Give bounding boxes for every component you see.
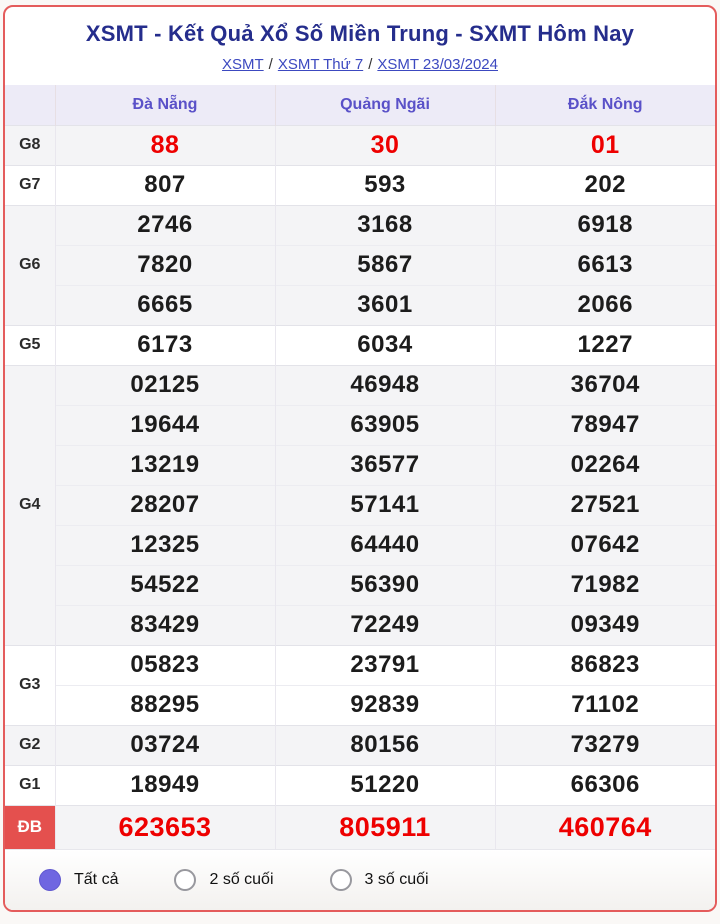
table-row: [5, 485, 715, 525]
table-row: [5, 765, 715, 805]
filter-option-label: Tất cả: [74, 871, 119, 888]
result-number: 09349: [495, 605, 715, 645]
result-number: 36704: [495, 365, 715, 405]
table-row: [5, 325, 715, 365]
radio-selected-icon[interactable]: [39, 869, 61, 891]
result-number: 807: [55, 165, 275, 205]
result-number: 623653: [55, 805, 275, 849]
table-row: [5, 205, 715, 245]
result-number: 05823: [55, 645, 275, 685]
result-number: 19644: [55, 405, 275, 445]
prize-label-g1: G1: [5, 765, 55, 805]
prize-label-g2: G2: [5, 725, 55, 765]
result-number: 6173: [55, 325, 275, 365]
result-number: 12325: [55, 525, 275, 565]
result-number: 73279: [495, 725, 715, 765]
result-number: 202: [495, 165, 715, 205]
breadcrumb-link[interactable]: XSMT: [221, 56, 264, 73]
filter-option[interactable]: [330, 869, 429, 891]
result-number: 1227: [495, 325, 715, 365]
breadcrumb: [5, 56, 715, 73]
filter-option-label: 3 số cuối: [364, 871, 429, 888]
result-number: 66306: [495, 765, 715, 805]
result-number: 71982: [495, 565, 715, 605]
result-number: 03724: [55, 725, 275, 765]
table-row: [5, 405, 715, 445]
breadcrumb-separator: /: [268, 56, 273, 73]
prize-label-db: ĐB: [5, 805, 55, 849]
result-number: 54522: [55, 565, 275, 605]
result-number: 01: [495, 125, 715, 165]
result-number: 63905: [275, 405, 495, 445]
result-number: 593: [275, 165, 495, 205]
result-number: 02125: [55, 365, 275, 405]
page-title: XSMT - Kết Quả Xổ Số Miền Trung - SXMT Hôm Nay: [85, 21, 635, 46]
table-row: [5, 525, 715, 565]
result-number: 6665: [55, 285, 275, 325]
radio-unselected-icon[interactable]: [174, 869, 196, 891]
table-row: [5, 805, 715, 849]
result-number: 92839: [275, 685, 495, 725]
breadcrumb-separator: /: [368, 56, 373, 73]
result-number: 27521: [495, 485, 715, 525]
filter-option[interactable]: [174, 869, 273, 891]
filter-option[interactable]: [39, 869, 118, 891]
table-row: [5, 725, 715, 765]
result-number: 36577: [275, 445, 495, 485]
result-number: 30: [275, 125, 495, 165]
table-row: [5, 165, 715, 205]
result-number: 805911: [275, 805, 495, 849]
result-number: 23791: [275, 645, 495, 685]
filter-option-label: 2 số cuối: [209, 871, 274, 888]
result-number: 2746: [55, 205, 275, 245]
result-number: 72249: [275, 605, 495, 645]
corner-cell: [5, 85, 55, 125]
result-number: 88295: [55, 685, 275, 725]
result-number: 46948: [275, 365, 495, 405]
result-number: 51220: [275, 765, 495, 805]
prize-label-g7: G7: [5, 165, 55, 205]
result-number: 88: [55, 125, 275, 165]
table-row: [5, 685, 715, 725]
table-row: [5, 125, 715, 165]
result-number: 80156: [275, 725, 495, 765]
column-header-da-nang[interactable]: Đà Nẵng: [55, 85, 275, 125]
table-row: [5, 365, 715, 405]
result-number: 2066: [495, 285, 715, 325]
result-number: 64440: [275, 525, 495, 565]
result-number: 6918: [495, 205, 715, 245]
result-number: 56390: [275, 565, 495, 605]
result-number: 86823: [495, 645, 715, 685]
table-row: [5, 605, 715, 645]
result-number: 18949: [55, 765, 275, 805]
prize-label-g5: G5: [5, 325, 55, 365]
result-number: 57141: [275, 485, 495, 525]
radio-unselected-icon[interactable]: [330, 869, 352, 891]
prize-label-g8: G8: [5, 125, 55, 165]
result-number: 7820: [55, 245, 275, 285]
prize-label-g6: G6: [5, 205, 55, 325]
table-row: [5, 285, 715, 325]
results-table-body: [5, 85, 715, 849]
result-number: 07642: [495, 525, 715, 565]
card-header: [5, 7, 715, 73]
table-row: [5, 645, 715, 685]
result-number: 83429: [55, 605, 275, 645]
result-number: 6613: [495, 245, 715, 285]
breadcrumb-link[interactable]: XSMT 23/03/2024: [377, 56, 498, 73]
result-number: 3601: [275, 285, 495, 325]
result-number: 78947: [495, 405, 715, 445]
result-number: 71102: [495, 685, 715, 725]
column-header-quang-ngai[interactable]: Quảng Ngãi: [275, 85, 495, 125]
table-row: [5, 565, 715, 605]
prize-label-g4: G4: [5, 365, 55, 645]
result-number: 460764: [495, 805, 715, 849]
table-row: [5, 445, 715, 485]
result-number: 6034: [275, 325, 495, 365]
result-number: 28207: [55, 485, 275, 525]
result-number: 3168: [275, 205, 495, 245]
result-number: 13219: [55, 445, 275, 485]
result-number: 5867: [275, 245, 495, 285]
results-table: [5, 85, 715, 849]
column-header-row: [5, 85, 715, 125]
result-number: 02264: [495, 445, 715, 485]
table-row: [5, 245, 715, 285]
breadcrumb-link[interactable]: XSMT Thứ 7: [277, 56, 364, 73]
prize-label-g3: G3: [5, 645, 55, 725]
column-header-dak-nong[interactable]: Đắk Nông: [495, 85, 715, 125]
display-filter-bar: [5, 849, 715, 910]
lottery-results-card: [3, 5, 717, 912]
